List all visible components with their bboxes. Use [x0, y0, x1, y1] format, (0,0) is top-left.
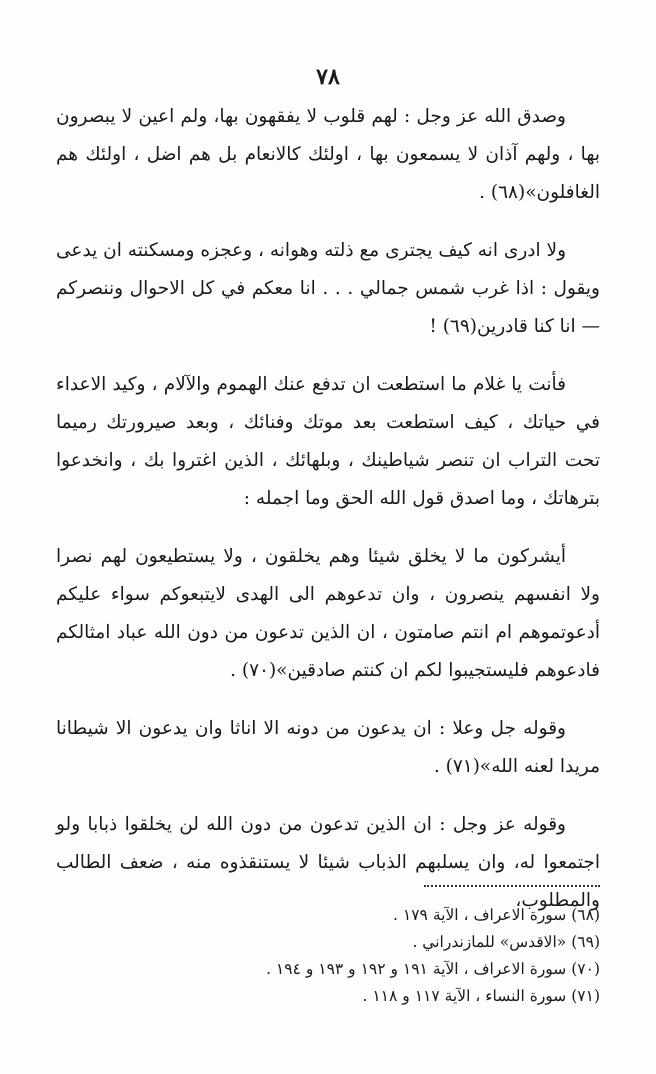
paragraph-address: فأنت يا غلام ما استطعت ان تدفع عنك الهموم والآلام ، وكيد الاعداء في حياتك ، كيف استطعت بعد موتك وفنائك ، وبعد صيرورتك رميما تحت التراب ان تنصر شياطينك ، وبلهائك ، الذين اغتروا بك ، وانخدعوا بترهاتك ، وما اصدق قول الله الحق وما اجمله : — [56, 374, 600, 509]
page-number: ٧٨ — [316, 64, 340, 90]
footnotes — [56, 902, 600, 1010]
footnote-71: (٧١) سورة النساء ، الآية ١١٧ و ١١٨ . — [362, 987, 600, 1005]
footnote-divider — [424, 885, 600, 887]
paragraph-quran-quote-1: وصدق الله عز وجل : لهم قلوب لا يفقهون بها، ولم اعين لا يبصرون بها ، ولهم آذان لا يسمعون بها ، اولئك كالانعام بل هم اضل ، اولئك هم الغافلون»(٦٨) . — [56, 106, 600, 203]
paragraph-quran-quote-3: وقوله جل وعلا : ان يدعون من دونه الا اناثا وان يدعون الا شيطانا مريدا لعنه الله»(٧١) . — [56, 718, 600, 777]
paragraph-claim: ولا ادرى انه كيف يجترى مع ذلته وهوانه ، وعجزه ومسكنته ان يدعى ويقول : اذا غرب شمس جمالي . . . انا معكم في كل الاحوال وننصركم — انا كنا قادرين(٦٩) ! — [55, 240, 600, 337]
footnote-68: (٦٨) سورة الاعراف ، الآية ١٧٩ . — [393, 906, 600, 924]
footnote-70: (٧٠) سورة الاعراف ، الآية ١٩١ و ١٩٢ و ١٩٣ و ١٩٤ . — [266, 960, 600, 978]
paragraph-quran-quote-4: وقوله عز وجل : ان الذين تدعون من دون الله لن يخلقوا ذبابا ولو اجتمعوا له، وان يسلبهم الذباب شيئا لا يستنقذوه منه ، ضعف الطالب والمطلوب، — [56, 814, 600, 911]
body-text — [56, 98, 600, 940]
footnote-69: (٦٩) «الاقدس» للمازندراني . — [412, 933, 600, 951]
paragraph-quran-quote-2: أيشركون ما لا يخلق شيئا وهم يخلقون ، ولا يستطيعون لهم نصرا ولا انفسهم ينصرون ، وان تدعوهم الى الهدى لايتبعوكم سواء عليكم أدعوتموهم ام انتم صامتون ، ان الذين تدعون من دون الله عباد امثالكم فادعوهم فليستجيبوا لكم ان كنتم صادقين»(٧٠) . — [56, 546, 600, 681]
